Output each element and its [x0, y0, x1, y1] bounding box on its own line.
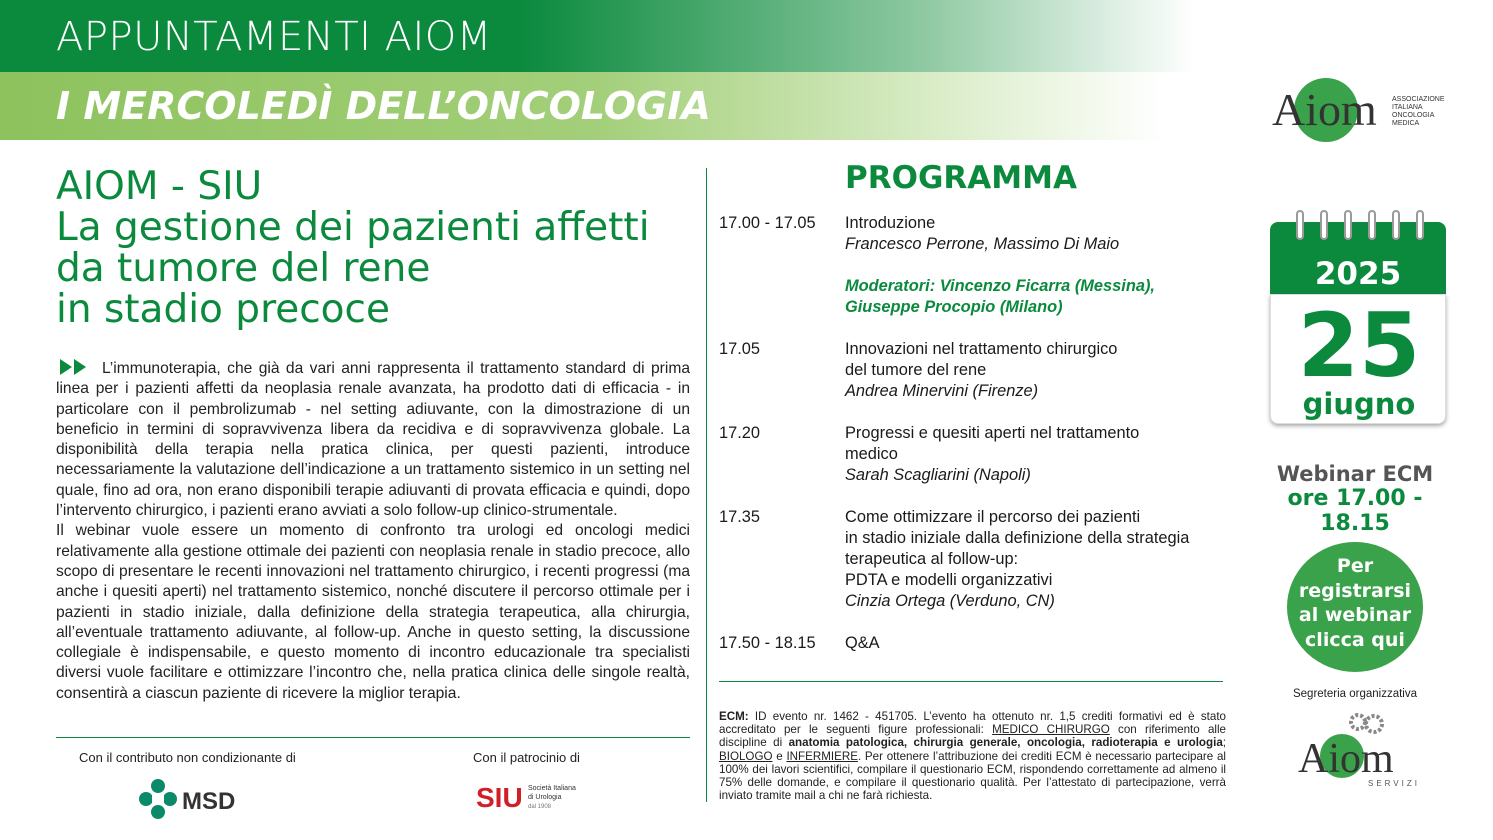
register-line: al webinar	[1298, 604, 1412, 626]
ecm-infermiere: INFERMIERE	[786, 749, 858, 763]
event-description	[56, 357, 690, 704]
program-item-title: terapeutica al follow-up:	[845, 550, 1019, 568]
webinar-label: Webinar ECM	[1276, 462, 1434, 486]
calendar-ring-icon	[1368, 210, 1376, 240]
description-p2: Il webinar vuole essere un momento di confronto tra urologi ed oncologi medici relativamente alla gestione ottimale dei pazienti con neoplasia renale in stadio precoce, allo scopo di presentare le recenti innovazioni nel trattamento chirurgico, i recenti progressi (ma anche i quesiti aperti) nel trattamento sistemico, nonché discutere il percorso ottimale per i pazienti in stadio iniziale, dalla definizione della strategia terapeutica, alla chirurgia, all’eventuale trattamento adiuvante, al follow-up. Anche in questo setting, la discussione collegiale è indispensabile, e questo momento di incontro educazionale tra specialisti diversi vuole facilitare e ottimizzare l’incontro che, nella pratica clinica delle singole realtà, consentirà a ciascun paziente di ricevere la miglior terapia.	[56, 522, 690, 702]
description-p1	[56, 357, 690, 521]
register-line: clicca qui	[1305, 628, 1405, 651]
register-line: registrarsi	[1298, 579, 1412, 602]
event-title-line-4: in stadio precoce	[56, 287, 390, 332]
vertical-divider	[706, 168, 707, 802]
aiom-logo-text: Aiom	[1272, 84, 1377, 135]
program-item	[719, 339, 1239, 402]
header-top-band	[0, 0, 1493, 72]
siu-line-2: di Urologia	[528, 794, 562, 801]
register-button[interactable]	[1287, 542, 1423, 672]
calendar-ring-icon	[1416, 210, 1424, 240]
description-p1-text: L’immunoterapia, che già da vari anni rappresenta il trattamento standard di prima linea per i pazienti affetti da neoplasia renale avanzata, ha prodotto dati di efficacia - in particolare con il pembrolizumab - nel setting adiuvante, con la dimostrazione di un beneficio in termini di sopravvivenza libera da recidiva e di sopravvivenza globale. La disponibilità della terapia nella pratica clinica, per questi pazienti, introduce necessariamente la valutazione dell’indicazione a un trattamento sistemico in un setting nel quale, fino ad ora, non erano disponibili terapie adiuvanti di provata efficacia e quindi, dopo l’intervento chirurgico, i pazienti erano avviati a solo follow-up clinico-strumentale.	[56, 360, 690, 520]
program-time: 17.35	[719, 508, 761, 526]
double-chevron-icon	[56, 357, 96, 377]
calendar-body	[1270, 294, 1446, 424]
contrib-label: Con il contributo non condizionante di	[79, 750, 296, 765]
logo-tagline-2: ITALIANA	[1392, 104, 1423, 111]
siu-logo-text: SIU	[476, 782, 523, 812]
program-item-title: Introduzione	[845, 214, 936, 232]
program-item	[719, 213, 1239, 318]
program-item-title: Q&A	[845, 634, 880, 652]
aiom-logo	[1268, 75, 1448, 145]
program-title: PROGRAMMA	[845, 160, 1077, 196]
ecm-text: con riferimento alle discipline di	[719, 723, 1227, 750]
ecm-text: e	[772, 749, 787, 763]
program-time: 17.00 - 17.05	[719, 214, 816, 232]
ecm-text: ;	[1222, 736, 1227, 750]
header-top-title: APPUNTAMENTI AIOM	[56, 14, 492, 60]
ecm-discipline: anatomia patologica, chirurgia generale, oncologia, radioterapia e urologia	[788, 736, 1223, 750]
msd-logo-text: MSD	[182, 788, 236, 815]
calendar-widget	[1268, 210, 1448, 428]
program-item-title: del tumore del rene	[845, 361, 987, 379]
calendar-day: 25	[1297, 294, 1421, 397]
calendar-ring-icon	[1392, 210, 1400, 240]
register-line: Per	[1336, 555, 1374, 577]
event-title-line-2: La gestione dei pazienti affetti	[56, 205, 650, 250]
calendar-year: 2025	[1314, 256, 1402, 292]
program-time: 17.05	[719, 340, 761, 358]
program-item	[719, 423, 1239, 486]
calendar-ring-icon	[1320, 210, 1328, 240]
siu-line-1: Società Italiana	[528, 785, 576, 792]
program-moderators-2: Giuseppe Procopio (Milano)	[845, 298, 1063, 316]
program-time: 17.50 - 18.15	[719, 634, 816, 652]
webinar-time: ore 17.00 - 18.15	[1287, 486, 1423, 536]
program-item-title: medico	[845, 445, 898, 463]
ecm-info	[719, 710, 1226, 802]
ecm-text: ID evento nr. 1462 - 451705. L’evento ha ottenuto nr. 1,5 crediti formativi ed è stato accreditato per le seguenti figure professionali:	[719, 710, 1226, 737]
event-title-line-1: AIOM - SIU	[56, 164, 263, 209]
left-divider	[56, 737, 690, 738]
event-title-line-3: da tumore del rene	[56, 246, 431, 291]
program-moderators-1: Moderatori: Vincenzo Ficarra (Messina),	[845, 277, 1155, 295]
ecm-text: . Per ottenere l’attribuzione dei crediti ECM è necessario partecipare al 100% dei lavori scientifici, compilare il questionario ECM, rispondendo correttamente ad almeno il 75% delle domande, e compilare il questionario qualità. Per l’attestato di partecipazione, verrà inviato tramite mail a chi ne farà richiesta.	[719, 749, 1227, 803]
program-speakers: Cinzia Ortega (Verduno, CN)	[845, 592, 1055, 610]
program-list	[719, 213, 1239, 654]
header-sub-title: I MERCOLEDÌ DELL’ONCOLOGIA	[56, 84, 711, 128]
ecm-biologo: BIOLOGO	[719, 749, 773, 763]
event-title	[56, 166, 696, 330]
aiom-servizi-logo	[1296, 710, 1420, 790]
siu-line-3: dal 1908	[528, 804, 552, 810]
servizi-logo-sub: SERVIZI	[1368, 779, 1420, 788]
program-item	[719, 507, 1239, 612]
program-item-title: in stadio iniziale dalla definizione della strategia	[845, 529, 1190, 547]
segreteria-label: Segreteria organizzativa	[1292, 688, 1417, 700]
ecm-medico: MEDICO CHIRURGO	[992, 723, 1110, 737]
logo-tagline-3: ONCOLOGIA	[1392, 112, 1435, 119]
program-speakers: Sarah Scagliarini (Napoli)	[845, 466, 1031, 484]
calendar-month: giugno	[1302, 387, 1416, 421]
siu-logo	[476, 778, 586, 812]
msd-logo	[138, 778, 248, 820]
program-item-title: PDTA e modelli organizzativi	[845, 571, 1053, 589]
program-item	[719, 633, 1239, 654]
gear-icon	[1351, 715, 1382, 732]
program-speakers: Andrea Minervini (Firenze)	[845, 382, 1039, 400]
program-speakers: Francesco Perrone, Massimo Di Maio	[845, 235, 1120, 253]
program-item-title: Innovazioni nel trattamento chirurgico	[845, 340, 1118, 358]
right-divider	[719, 681, 1223, 682]
calendar-ring-icon	[1344, 210, 1352, 240]
program-item-title: Progressi e quesiti aperti nel trattamento	[845, 424, 1140, 442]
ecm-label: ECM:	[719, 710, 749, 723]
program-item-title: Come ottimizzare il percorso dei pazienti	[845, 508, 1141, 526]
logo-tagline-1: ASSOCIAZIONE	[1392, 96, 1445, 103]
logo-tagline-4: MEDICA	[1392, 120, 1420, 127]
program-time: 17.20	[719, 424, 761, 442]
patrocinio-label: Con il patrocinio di	[473, 750, 580, 765]
servizi-logo-text: Aiom	[1298, 736, 1394, 782]
calendar-ring-icon	[1296, 210, 1304, 240]
